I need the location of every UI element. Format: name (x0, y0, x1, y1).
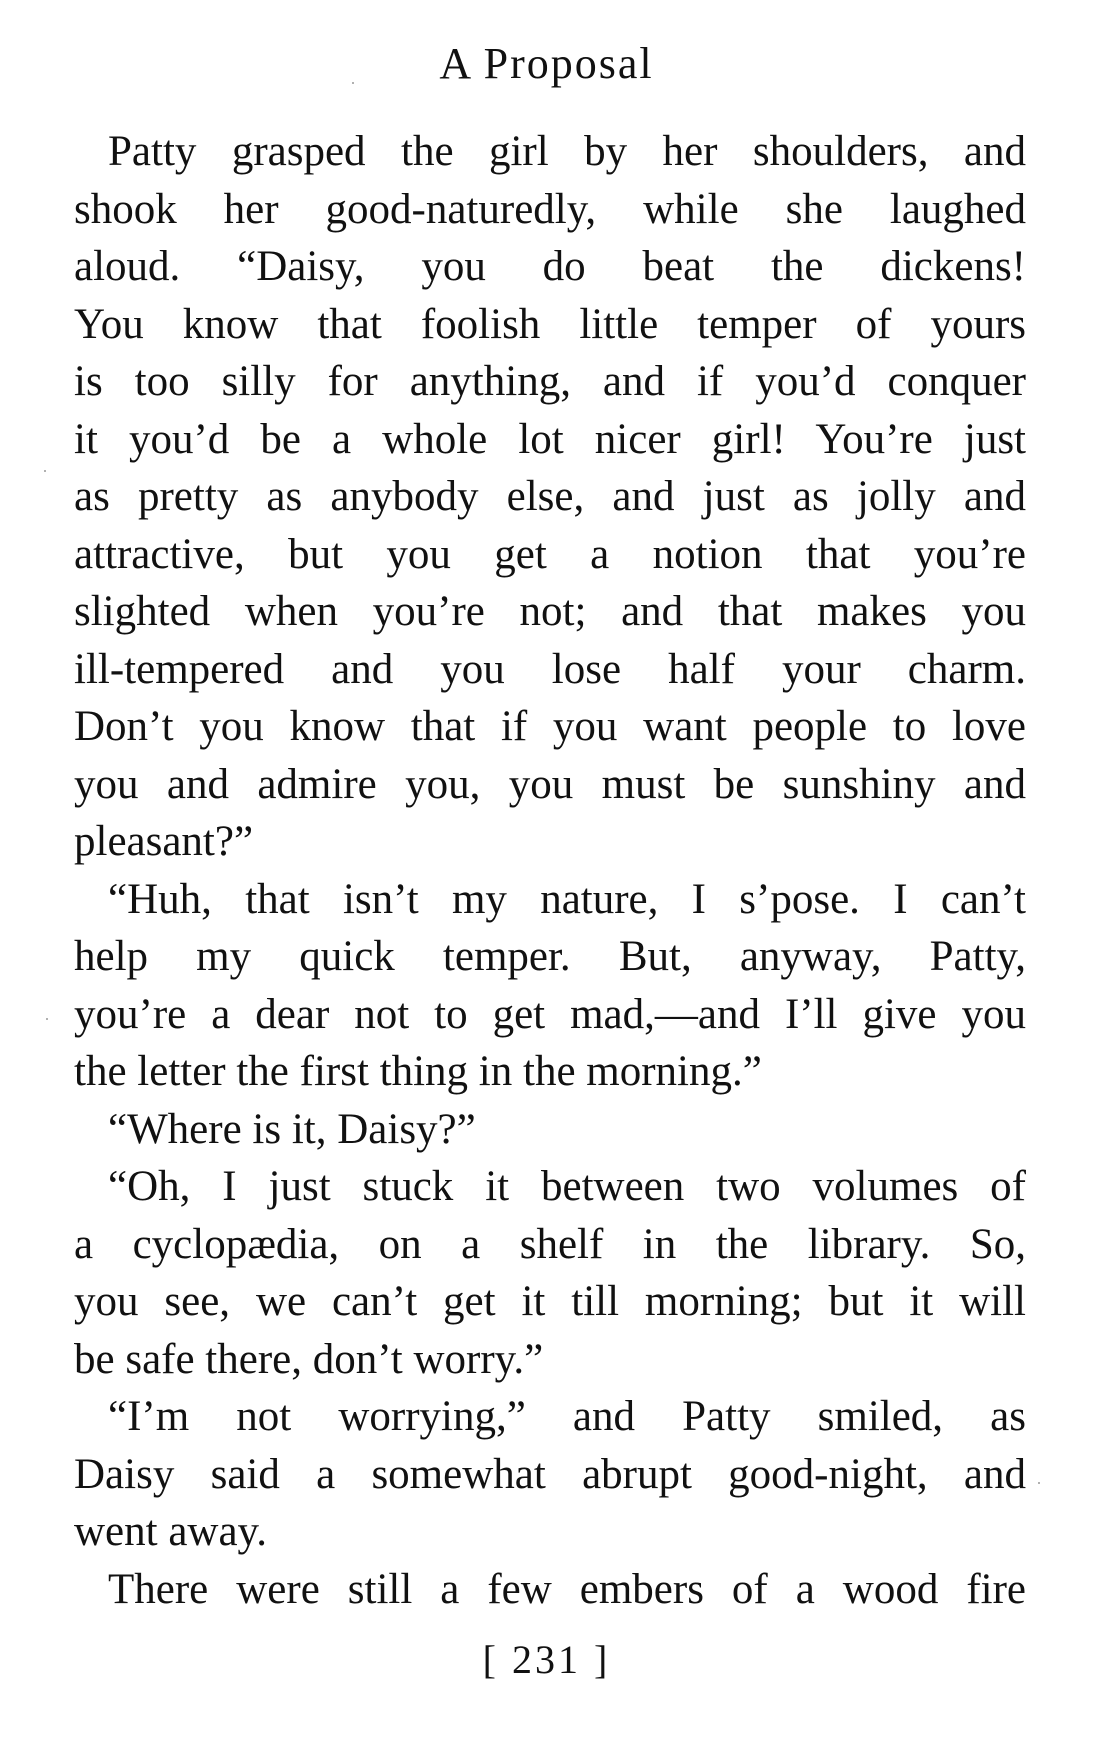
print-speck (352, 82, 354, 84)
text-line: be safe there, don’t worry.” (74, 1335, 544, 1383)
print-speck (1038, 1482, 1040, 1484)
text-line: There were still a few embers of a wood fire (108, 1565, 1026, 1613)
text-line: attractive, but you get a notion that you’re (74, 530, 1026, 578)
text-line: aloud. “Daisy, you do beat the dickens! (74, 243, 1026, 290)
text-line: it you’d be a whole lot nicer girl! You’re just (74, 415, 1026, 463)
text-line: “I’m not worrying,” and Patty smiled, as (108, 1393, 1026, 1440)
text-line: You know that foolish little temper of yours (74, 300, 1026, 348)
page-number: [ 231 ] (482, 1637, 611, 1682)
text-line: Don’t you know that if you want people to love (74, 703, 1026, 750)
running-header: A Proposal (439, 39, 654, 88)
text-line: pleasant?” (74, 818, 254, 865)
text-line: went away. (74, 1508, 268, 1555)
text-line: a cyclopædia, on a shelf in the library. So, (74, 1220, 1026, 1268)
text-line: Patty grasped the girl by her shoulders, and (108, 128, 1026, 175)
text-line: you see, we can’t get it till morning; but it will (74, 1278, 1026, 1325)
text-line: help my quick temper. But, anyway, Patty, (74, 933, 1026, 980)
print-speck (44, 470, 46, 472)
text-line: shook her good-naturedly, while she laughed (74, 185, 1026, 233)
body-text (74, 123, 1026, 1618)
text-line: “Oh, I just stuck it between two volumes of (108, 1163, 1026, 1210)
text-line: ill-tempered and you lose half your charm. (74, 645, 1026, 693)
text-line: Daisy said a somewhat abrupt good-night, and (74, 1450, 1026, 1498)
text-line: you’re a dear not to get mad,—and I’ll give you (74, 990, 1026, 1038)
print-speck (46, 1018, 48, 1020)
text-line: slighted when you’re not; and that makes you (74, 588, 1026, 635)
text-line: “Huh, that isn’t my nature, I s’pose. I can’t (108, 875, 1026, 923)
text-line: is too silly for anything, and if you’d conquer (74, 358, 1026, 405)
text-line: “Where is it, Daisy?” (108, 1105, 476, 1153)
text-line: you and admire you, you must be sunshiny and (74, 760, 1026, 808)
text-line: the letter the first thing in the morning.” (74, 1048, 762, 1095)
text-line: as pretty as anybody else, and just as jolly and (74, 473, 1026, 520)
